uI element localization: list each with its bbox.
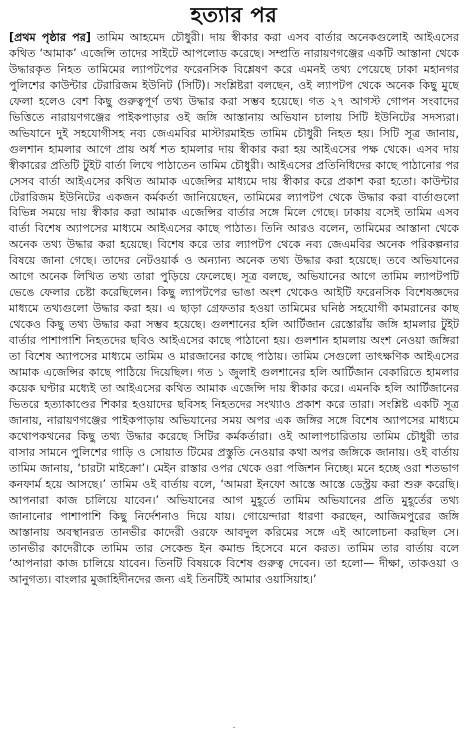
article-headline: হত্যার পর (190, 3, 278, 27)
article-body-text: তামিম আহমেদ চৌধুরী। দায় স্বীকার করা এসব বার্তার অনেকগুলোই আইএসের কথিত ‘আমাক’ এজেন্সি তাদের সাইটে আপলোড করেছে। সম্প্রতি নারায়ণগঞ্জের একটি আস্তানা থেকে উদ্ধারকৃত নিহত তামিমের ল্যাপটপের ফরেনসিক বিশ্লেষণ করে এমনই তথ্য পেয়েছে ঢাকা মহানগর পুলিশের কাউন্টার টেরারিজম ইউনিট (সিটি)। সংশ্লিষ্টরা বলছেন, ওই ল্যাপটপ থেকে অনেক কিছু মুছে ফেলা হলেও বেশ কিছু গুরুত্বপূর্ণ তথ্য উদ্ধার করা সম্ভব হয়েছে। গত ২৭ আগস্ট গোপন সংবাদের ভিত্তিতে নারায়ণগঞ্জের পাইকপাড়ার ওই জঙ্গি আস্তানায় অভিযান চালায় সিটি ইউনিটের সদস্যরা। অভিযানে দুই সহযোগীসহ নব্য জেএমবির মাস্টারমাইন্ড তামিম চৌধুরী নিহত হয়। সিটি সূত্র জানায়, গুলশান হামলার আগে প্রায় অর্ধ শত হামলার দায় স্বীকার করা হয় আইএসের পক্ষ থেকে। এসব দায় স্বীকারের প্রতিটি টুইট বার্তা লিখে পাঠাতেন তামিম চৌধুরী। আইএসের প্রতিনিধিদের কাছে পাঠানোর পর সেসব বার্তা আইএসের কথিত আমাক এজেন্সির মাধ্যমে দায় স্বীকার করে প্রকাশ করা হতো। কাউন্টার টেরারিজম ইউনিটের একজন কর্মকর্তা জানিয়েছেন, তামিমের ল্যাপটপ থেকে উদ্ধার করা বার্তাগুলো বিভিন্ন সময়ে দায় স্বীকার করা আমাক এজেন্সির বার্তার সঙ্গে মিলে গেছে। ঢাকায় বসেই তামিম এসব বার্তা বিশেষ অ্যাপসের মাধ্যমে আইএসের কাছে পাঠাত। তিনি আরও বলেন, তামিমের আস্তানা থেকে অনেক তথ্য উদ্ধার করা হয়েছে। বিশেষ করে তার ল্যাপটপ থেকে নব্য জেএমবির অনেক পরিকল্পনার বিষয়ে জানা গেছে। তাদের নেটওয়ার্ক ও অন্যান্য অনেক তথ্য উদ্ধার করা হয়েছে। তবে অভিযানের আগে অনেক লিখিত তথ্য তারা পুড়িয়ে ফেলেছে। সূত্র বলছে, অভিযানের আগে তামিম ল্যাপটপটি ভেঙে ফেলার চেষ্টা করেছিলেন। কিছু ল্যাপটপের ভাঙা অংশ থেকেও আইটি ফরেনসিক বিশেষজ্ঞদের মাধ্যমে তথ্যগুলো উদ্ধার করা হয়। এ ছাড়া গ্রেফতার হওয়া তামিমের ঘনিষ্ঠ সহযোগী কামরানের কাছ থেকেও কিছু তথ্য উদ্ধার করা সম্ভব হয়েছে। গুলশানের হলি আর্টিজান রেস্তোরাঁয় জঙ্গি হামলার টুইট বার্তার পাশাপাশি নিহতদের ছবিও আইএসের কাছে পাঠানো হয়। গুলশান হামলায় অংশ নেওয়া জঙ্গিরা তা বিশেষ অ্যাপসের মাধ্যমে তামিম ও মারজানের কাছে পাঠায়। তামিম সেগুলো তাৎক্ষণিক আইএসের আমাক এজেন্সির কাছে পাঠিয়ে দিয়েছিল। গত ১ জুলাই গুলশানের হলি আর্টিজান বেকারিতে হামলার কয়েক ঘণ্টার মধ্যেই তা আইএসের কথিত আমাক এজেন্সি দায় স্বীকার করে। এমনকি হলি আর্টিজানের ভিতরে হত্যাকাণ্ডের শিকার হওয়াদের ছবিসহ নিহতদের সংখ্যাও প্রকাশ করে তারা। সংশ্লিষ্ট একটি সূত্র জানায়, নারায়ণগঞ্জের পাইকপাড়ায় অভিযানের সময় অপর এক জঙ্গির সঙ্গে বিশেষ অ্যাপসের মাধ্যমে কথোপকথনের কিছু তথ্য উদ্ধার করেছে সিটির কর্মকর্তারা। ওই আলাপচারিতায় তামিম চৌধুরী তার বাসার সামনে পুলিশের গাড়ি ও সোয়াত টিমের প্রস্তুতি নেওয়ার কথা অপর জঙ্গিকে জানায়। ওই বার্তায় তামিম জানায়, ‘চারটা মাইক্রো’। মেইন রাস্তার ওপর থেকে ওরা পজিশন নিচ্ছে। মনে হচ্ছে ওরা শতভাগ কনফার্ম হয়ে আসছে।’ তামিম ওই বার্তায় বলে, ‘আমরা ইনফো আস্তে আস্তে ডেস্ট্রয় করা শুরু করেছি। আপনারা কাজ চালিয়ে যাবেন।’ অভিযানের আগ মুহূর্তে তামিম অভিযানের প্রতি মুহূর্তের তথ্য জানানোর পাশাপাশি কিছু নির্দেশনাও দিয়ে যায়। গোয়েন্দারা ধারণা করছেন, আজিমপুরের জঙ্গি আস্তানায় অবস্থানরত তানভীর কাদেরী ওরফে আবদুল করিমের সঙ্গে এই আলোচনা করছিল সে। তানভীর কাদেরীকে তামিম তার সেকেন্ড ইন কমান্ড হিসেবে মনে করত। তামিম তার বার্তায় বলে ‘আপনারা কাজ চালিয়ে যাবেন। তিনটি বিষয়কে বিশেষ গুরুত্ব দেবেন। তা হলো— দীক্ষা, তাকওয়া ও আনুগত্য। বাংলার মুজাহিদীনদের জন্য এই তিনটিই আমার ওয়াসিয়াহ।’ (9, 31, 459, 587)
article-body (9, 30, 459, 588)
continuation-marker: [প্রথম পৃষ্ঠার পর] (9, 31, 91, 44)
cutoff-line: . (232, 723, 236, 729)
